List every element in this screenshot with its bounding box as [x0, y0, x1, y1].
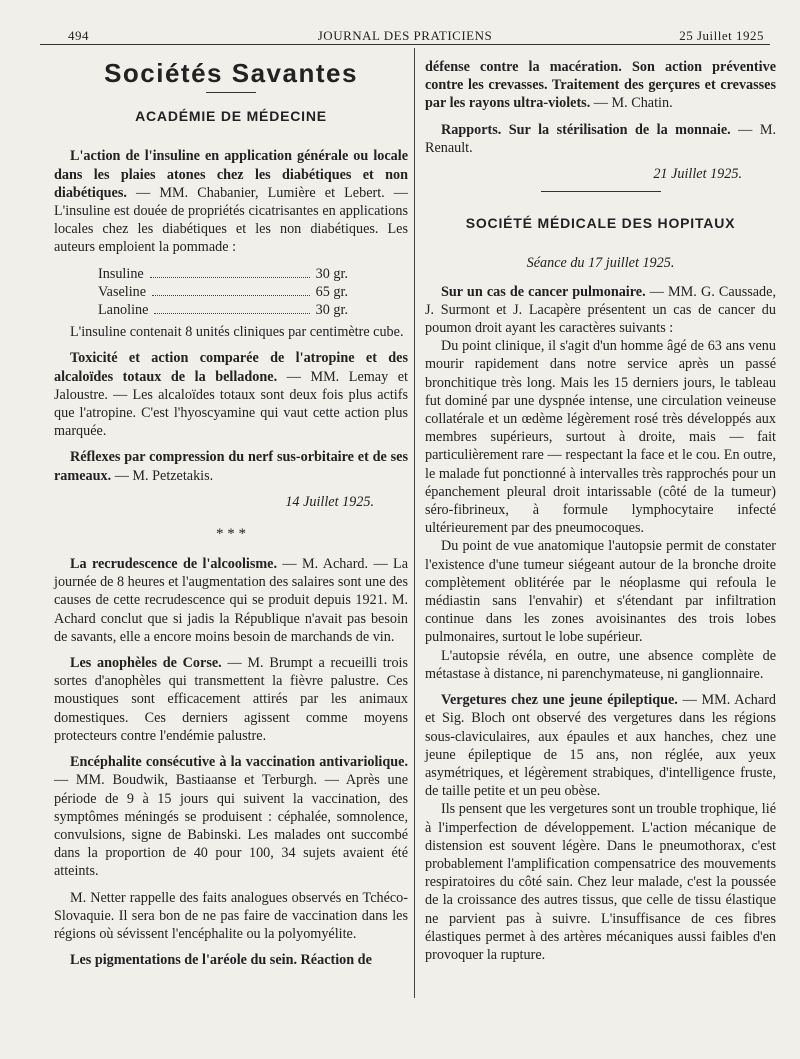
- recipe-quantity: 65 gr.: [315, 283, 348, 300]
- article-body: — M. Achard. — La journée de 8 heures et l'augmentation des salaires sont une des causes de cette recrudescence qui se produit depuis 1921. M. Achard conclut que si jadis la République n'avait pas besoin de savants, elle a encore moins besoin de marchands de vin.: [54, 556, 409, 645]
- recipe-ingredient: Lanoline: [98, 302, 149, 319]
- article-anopheles: [54, 654, 408, 745]
- session-date: [425, 165, 742, 183]
- article-body: — M. Petzetakis.: [111, 467, 214, 484]
- page-header: [40, 22, 770, 45]
- recipe-ingredient: Insuline: [98, 265, 144, 282]
- article-cancer-p4: L'autopsie révéla, en outre, une absence complète de métastase à distance, ni parenchymateuse, ni ganglionnaire.: [425, 647, 776, 682]
- article-body: — MM. Chabanier, Lumière et Lebert. — L'insuline est douée de propriétés cicatrisantes en applications locales chez les diabétiques et les non diabétiques. Les auteurs emploient la pommade :: [54, 184, 408, 256]
- article-title: Encéphalite consécutive à la vaccination antivariolique.: [70, 754, 408, 771]
- recipe-ingredient: Vaseline: [98, 283, 147, 300]
- article-title: Les pigmentations de l'aréole du sein. Réaction de: [70, 952, 372, 969]
- article-title: Rapports. Sur la stérilisation de la monnaie.: [441, 121, 731, 138]
- title-rule: [206, 92, 256, 93]
- article-encephalite: [54, 753, 408, 880]
- page-title: Sociétés Savantes: [104, 58, 358, 88]
- section-title-hopitaux: SOCIÉTÉ MÉDICALE DES HOPITAUX: [465, 215, 736, 232]
- left-column: [54, 58, 408, 977]
- recipe-row: [98, 283, 348, 301]
- article-title: Réflexes par compression du nerf sus-orbitaire et de ses rameaux.: [54, 449, 408, 484]
- column-divider: [414, 48, 415, 998]
- article-title: Toxicité et action comparée de l'atropine et des alcaloïdes totaux de la belladone.: [54, 350, 408, 385]
- article-cancer-p3: Du point de vue anatomique l'autopsie permit de constater l'existence d'une tumeur siégeant autour de la bronche droite complètement oblitérée par le néoplasme qui refoula le médiastin sans l'envahir) et s'étendant par infiltration continue dans les zones avoisinantes des trois lobes pulmonaires, surtout le lobe supérieur.: [425, 538, 776, 646]
- section-title-academie: ACADÉMIE DE MÉDECINE: [135, 108, 327, 125]
- session-date-text: 14 Juillet 1925.: [285, 493, 374, 510]
- journal-title: JOURNAL DES PRATICIENS: [317, 28, 493, 43]
- article-title: L'action de l'insuline en application générale ou locale dans les plaies atones chez les diabétiques et non diabétiques.: [54, 148, 408, 201]
- article-alcoolisme: [54, 555, 408, 646]
- asterism: * * *: [216, 526, 246, 543]
- article-encephalite-p2: M. Netter rappelle des faits analogues observés en Tchéco-Slovaquie. Il sera bon de ne pas faire de vaccination dans les régions où sévissent l'encéphalite ou la polyomyélite.: [54, 889, 408, 942]
- article-body: — MM. Boudwik, Bastiaanse et Terburgh. — Après une période de 9 à 15 jours qui suivent la vaccination, des symptômes méningés se produisent : céphalée, somnolence, convulsions, signe de Babinski. Les malades ont succombé dans la proportion de 40 pour 100, 34 sujets avaient été atteints.: [54, 772, 408, 880]
- article-body: — M. Renault.: [425, 121, 776, 156]
- article-pigmentations-cont: [425, 58, 776, 113]
- article-monnaie: [425, 121, 776, 157]
- article-body: — M. Brumpt a recueilli trois sortes d'anophèles qui transmettent la fièvre palustre. Ces moustiques sont efficacement attirés par les animaux domestiques. Ces derniers agissent comme moyens protecteurs contre l'endémie palustre.: [54, 655, 409, 744]
- seance-date: Séance du 17 juillet 1925.: [526, 255, 675, 272]
- article-title: La recrudescence de l'alcoolisme.: [70, 556, 278, 573]
- recipe-row: [98, 265, 348, 283]
- article-atropine: [54, 349, 408, 440]
- article-body: — MM. G. Caussade, J. Surmont et J. Lacapère présentent un cas de cancer du poumon droit ayant les caractères suivants :: [425, 283, 776, 337]
- article-pigmentations: [54, 951, 408, 969]
- article-insuline-tail: L'insuline contenait 8 unités cliniques par centimètre cube.: [70, 324, 404, 341]
- article-reflexes: [54, 448, 408, 484]
- article-cancer-p2: Du point clinique, il s'agit d'un homme âgé de 63 ans venu mourir rapidement dans notre service après un passé bronchitique très long. Mais les 15 derniers jours, le tableau fut dominé par une dyspnée intense, une circulation veineuse collatérale et un œdème légèrement rosé très développés aux membres supérieurs, surtout à droite, mais — fait particulièrement rare — respectant la face et le cou. En outre, le malade fut ponctionné à intervalles très rapprochés pour un épanchement pleural droit intarissable (côté de la tumeur) séro-fibrineux, à formule lymphocytaire infecté ultérieurement par des pneumocoques.: [425, 338, 776, 537]
- section-rule: [541, 191, 661, 192]
- article-title: défense contre la macération. Son action préventive contre les crevasses. Traitement des gerçures et crevasses par les rayons ultra-violets.: [425, 59, 776, 112]
- session-date: [54, 493, 374, 511]
- article-body: — MM. Lemay et Jaloustre. — Les alcaloïdes totaux sont deux fois plus actifs que l'atropine. C'est l'hyoscyamine qui vaut cette action plus marquée.: [54, 368, 408, 440]
- article-cancer: [425, 283, 776, 338]
- session-date-text: 21 Juillet 1925.: [653, 166, 742, 183]
- right-column: [425, 58, 776, 972]
- article-title: Vergetures chez une jeune épileptique.: [441, 692, 678, 709]
- article-vergetures: [425, 691, 776, 800]
- article-insuline: [54, 147, 408, 256]
- page-number: 494: [68, 28, 89, 43]
- article-body: — MM. Achard et Sig. Bloch ont observé des vergetures dans les régions sous-claviculaires, aux épaules et aux hanches, chez une jeune épileptique de 15 ans, non réglée, aux yeux asymétriques, et légèrement strabiques, d'intelligence fruste, de taille petite et un peu obèse.: [425, 692, 776, 800]
- recipe-quantity: 30 gr.: [315, 265, 348, 282]
- article-body: — M. Chatin.: [590, 95, 673, 112]
- issue-date: 25 Juillet 1925: [679, 28, 764, 43]
- recipe-quantity: 30 gr.: [315, 302, 348, 319]
- article-vergetures-p2: Ils pensent que les vergetures sont un trouble trophique, lié à l'imperfection de développement. L'action mécanique de distension est souvent légère. Dans le pneumothorax, c'est probablement l'amplification compensatrice des mouvements respiratoires du côté sain. Chez leur malade, c'est la poussée de la croissance des autres tissus, que celle de tissu élastique ne parvient pas à suivre. L'insuffisance de ces fibres élastiques permet à des artères mécaniques aussi faibles d'en provoquer la rupture.: [425, 801, 776, 963]
- article-title: Les anophèles de Corse.: [70, 655, 222, 672]
- recipe-row: [98, 301, 348, 319]
- article-title: Sur un cas de cancer pulmonaire.: [441, 283, 646, 300]
- recipe-list: [98, 265, 348, 320]
